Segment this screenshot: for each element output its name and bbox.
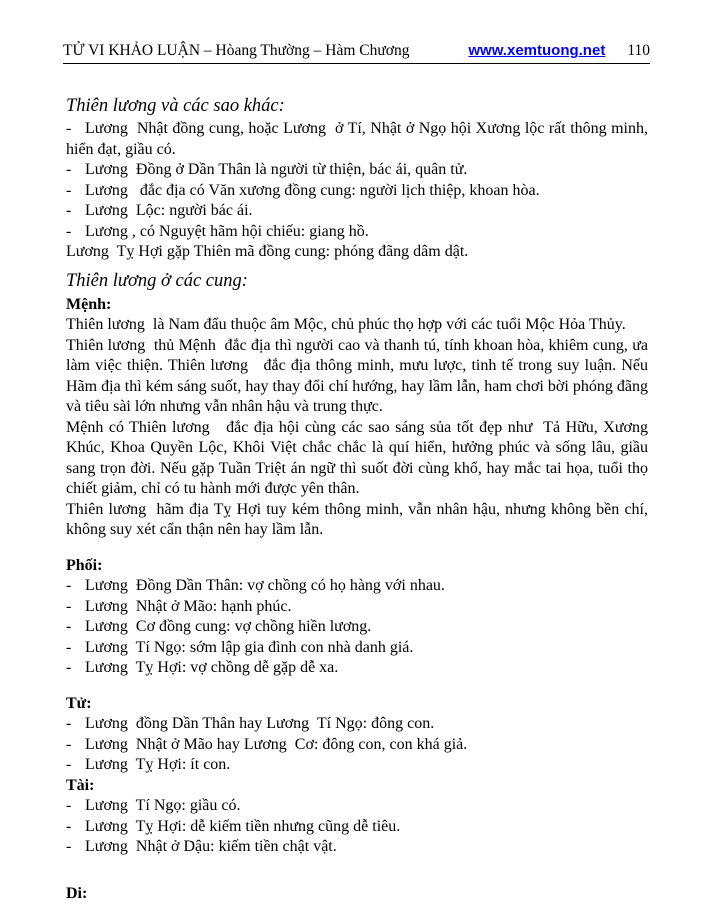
- bullet-dash: -: [66, 715, 72, 732]
- list-item: [66, 796, 648, 817]
- header-divider: [63, 63, 650, 64]
- list-item: [66, 222, 648, 243]
- section-heading-luong-in-palaces: Thiên lương ở các cung:: [66, 270, 248, 291]
- list-item: [66, 735, 648, 756]
- bullet-dash: -: [66, 756, 72, 773]
- list-item: [66, 597, 648, 618]
- section-heading-luong-other-stars: Thiên lương và các sao khác:: [66, 96, 285, 116]
- list-item: [66, 817, 648, 838]
- list-item: [66, 755, 648, 776]
- bullet-dash: -: [66, 659, 72, 676]
- list-item: [66, 201, 648, 222]
- paragraph: Lương Tỵ Hợi gặp Thiên mã đồng cung: phóng đãng dâm dật.: [66, 243, 469, 260]
- list-item: [66, 617, 648, 638]
- list-item: [66, 576, 648, 597]
- bullet-dash: -: [66, 797, 72, 814]
- list-item-text: Lương Tí Ngọ: sớm lập gia đình con nhà danh giá.: [85, 638, 414, 656]
- list-item-text: Lương Tỵ Hợi: ít con.: [85, 756, 231, 773]
- bullet-dash: -: [66, 222, 72, 240]
- paragraph: Thiên lương hãm địa Tỵ Hợi tuy kém thông minh, vẫn nhân hậu, nhưng không bền chí, không suy xét cẩn thận nên hay lầm lẫn.: [66, 500, 648, 538]
- bullet-dash: -: [66, 597, 72, 615]
- list-item: [66, 837, 648, 858]
- list-item-text: Lương Tí Ngọ: giầu có.: [85, 797, 241, 814]
- bullet-dash: -: [66, 838, 72, 855]
- list-item-text: Lương , có Nguyệt hãm hội chiếu: giang hồ.: [85, 222, 369, 240]
- list-item-text: Lương Nhật ở Dậu: kiếm tiền chật vật.: [85, 838, 337, 855]
- page-number: 110: [627, 42, 650, 59]
- list-item-text: Lương Nhật ở Mão hay Lương Cơ: đông con, con khá giả.: [85, 735, 468, 753]
- list-item: [66, 181, 648, 202]
- palace-label-di: Di:: [66, 884, 88, 902]
- paragraph: Thiên lương là Nam đẩu thuộc âm Mộc, chủ phúc thọ hợp với các tuổi Mộc Hỏa Thủy.: [66, 316, 626, 333]
- list-item: [66, 160, 648, 181]
- website-link[interactable]: www.xemtuong.net: [468, 42, 606, 59]
- page-header: [63, 42, 650, 60]
- list-item-text: Lương Cơ đồng cung: vợ chồng hiền lương.: [85, 618, 372, 635]
- bullet-dash: -: [66, 120, 72, 137]
- list-item-text: Lương Tỵ Hợi: vợ chồng dễ gặp dễ xa.: [85, 659, 339, 676]
- bullet-dash: -: [66, 735, 72, 753]
- list-item: [66, 714, 648, 735]
- document-content: [66, 94, 648, 904]
- palace-label-menh: Mệnh:: [66, 295, 112, 313]
- bullet-dash: -: [66, 817, 72, 835]
- bullet-dash: -: [66, 618, 72, 635]
- list-item-text: Lương Đồng Dần Thân: vợ chồng có họ hàng với nhau.: [85, 577, 445, 594]
- bullet-dash: -: [66, 638, 72, 656]
- list-item-text: Lương Lộc: người bác ái.: [85, 202, 253, 219]
- bullet-dash: -: [66, 577, 72, 594]
- list-item: [66, 638, 648, 659]
- paragraph: Thiên lương thủ Mệnh đắc địa thì người cao và thanh tú, tính khoan hòa, khiêm cung, ưa làm việc thiện. Thiên lương đắc địa thông minh, mưu lược, tinh tế trong suy luận. Nếu Hãm địa thì kém sáng suốt, hay thay đổi chí hướng, hay lầm lẫn, ham chơi bời phóng đãng và tiêu sài lớn nhưng vẫn nhân hậu và trung thực.: [66, 336, 648, 415]
- palace-label-phoi: Phối:: [66, 556, 103, 574]
- list-item: [66, 119, 648, 160]
- list-item-text: Lương Nhật ở Mão: hạnh phúc.: [85, 597, 292, 615]
- list-item-text: Lương đắc địa có Văn xương đồng cung: người lịch thiệp, khoan hòa.: [85, 181, 540, 199]
- list-item: [66, 658, 648, 679]
- palace-label-tai: Tài:: [66, 776, 95, 794]
- bullet-dash: -: [66, 161, 72, 178]
- list-item-text: Lương Tỵ Hợi: dễ kiếm tiền nhưng cũng dễ tiêu.: [85, 817, 401, 835]
- paragraph: Mệnh có Thiên lương đắc địa hội cùng các sao sáng sủa tốt đẹp như Tả Hữu, Xương Khúc, Khoa Quyền Lộc, Khôi Việt chắc chắc là quí hiển, hưởng phúc và sống lâu, giầu sang trọn đời. Nếu gặp Tuần Triệt án ngữ thì suốt đời cùng khổ, hay mắc tai họa, tuổi thọ chiết giảm, chỉ có tu hành mới được yên thân.: [66, 418, 648, 497]
- header-title: TỬ VI KHẢO LUẬN – Hòang Thường – Hàm Chương: [63, 42, 410, 59]
- list-item-text: Lương đồng Dần Thân hay Lương Tí Ngọ: đông con.: [85, 715, 435, 732]
- bullet-dash: -: [66, 202, 72, 219]
- bullet-dash: -: [66, 181, 72, 199]
- list-item-text: Lương Đồng ở Dần Thân là người từ thiện, bác ái, quân tử.: [85, 161, 468, 178]
- palace-label-tu: Tử:: [66, 694, 92, 712]
- list-item-text: Lương Nhật đồng cung, hoặc Lương ở Tí, Nhật ở Ngọ hội Xương lộc rất thông minh, hiển đạt, giầu có.: [66, 120, 648, 158]
